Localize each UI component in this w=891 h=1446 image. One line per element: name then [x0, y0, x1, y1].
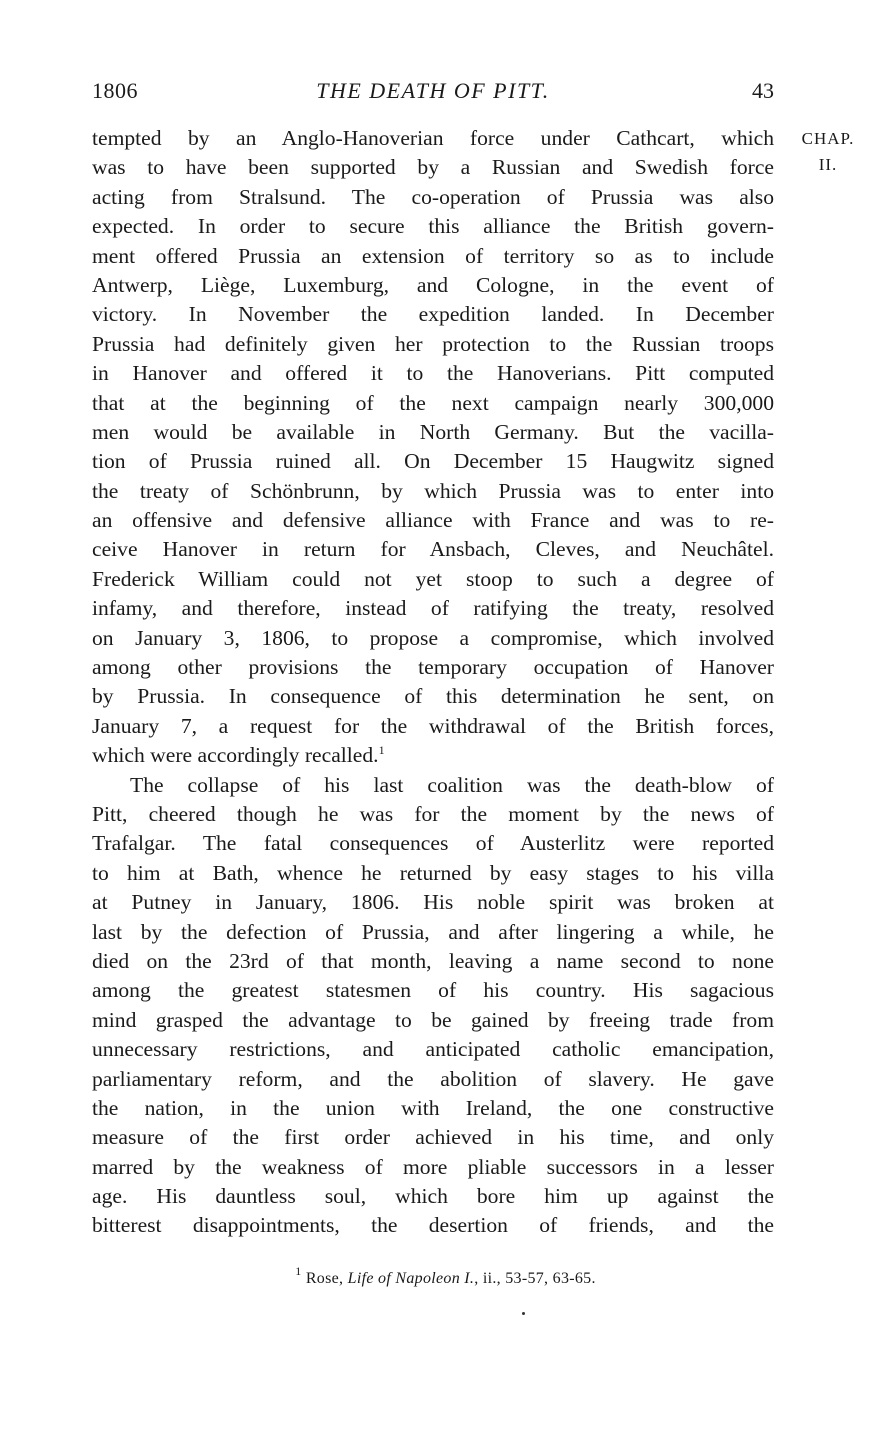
chapter-margin-note	[788, 126, 868, 178]
print-speck	[522, 1312, 525, 1315]
text-line: Pitt, cheered though he was for the moment by the news of	[92, 801, 774, 826]
text-line: mind grasped the advantage to be gained by freeing trade from	[92, 1007, 774, 1032]
text-line: tempted by an Anglo-Hanoverian force under Cathcart, which	[92, 126, 774, 150]
text-line: acting from Stralsund. The co-operation of Prussia was also	[92, 184, 774, 209]
text-line: among other provisions the temporary occupation of Hanover	[92, 655, 774, 680]
body-text	[92, 124, 774, 1241]
text-line: bitterest disappointments, the desertion of friends, and the	[92, 1213, 774, 1238]
text-line: men would be available in North Germany. But the vacilla-	[92, 419, 774, 444]
text-line: January 7, a request for the withdrawal of the British forces,	[92, 713, 774, 738]
text-line: measure of the first order achieved in his time, and only	[92, 1125, 774, 1150]
text-line: was to have been supported by a Russian and Swedish force	[92, 155, 774, 180]
chapter-label: CHAP.	[801, 129, 855, 148]
page-number: 43	[752, 78, 774, 103]
text-line: an offensive and defensive alliance with France and was to re-	[92, 508, 774, 533]
running-head	[92, 78, 774, 108]
text-line: in Hanover and offered it to the Hanoverians. Pitt computed	[92, 361, 774, 386]
text-line: marred by the weakness of more pliable successors in a lesser	[92, 1154, 774, 1179]
text-line: Trafalgar. The fatal consequences of Austerlitz were reported	[92, 831, 774, 856]
footnote-reference[interactable]: 1	[378, 743, 385, 758]
running-head-title: THE DEATH OF PITT.	[316, 78, 550, 103]
footnote-title: Life of Napoleon I.	[347, 1270, 475, 1287]
paragraph-2	[92, 771, 774, 1241]
text-line: the nation, in the union with Ireland, the one constructive	[92, 1095, 774, 1120]
text-line: victory. In November the expedition landed. In December	[92, 302, 774, 327]
text-line: infamy, and therefore, instead of ratifying the treaty, resolved	[92, 596, 774, 621]
text-line: which were accordingly recalled.	[92, 743, 379, 768]
text-line: at Putney in January, 1806. His noble spirit was broken at	[92, 890, 774, 915]
text-line-last	[92, 741, 774, 770]
text-line: to him at Bath, whence he returned by easy stages to his villa	[92, 860, 774, 885]
footnote-marker: 1	[295, 1264, 302, 1278]
footnote-author: Rose,	[305, 1270, 344, 1287]
text-line: last by the defection of Prussia, and after lingering a while, he	[92, 919, 774, 944]
paragraph-1	[92, 124, 774, 771]
text-line: age. His dauntless soul, which bore him up against the	[92, 1184, 774, 1209]
text-line: that at the beginning of the next campaign nearly 300,000	[92, 390, 774, 415]
text-line: tion of Prussia ruined all. On December 15 Haugwitz signed	[92, 449, 774, 474]
text-line: Frederick William could not yet stoop to such a degree of	[92, 566, 774, 591]
text-line: among the greatest statesmen of his country. His sagacious	[92, 978, 774, 1003]
footnote-reference-pages: , ii., 53-57, 63-65.	[474, 1270, 596, 1287]
text-line: the treaty of Schönbrunn, by which Prussia was to enter into	[92, 478, 774, 503]
text-line: died on the 23rd of that month, leaving a name second to none	[92, 948, 774, 973]
chapter-number: II.	[818, 155, 838, 174]
text-line: Prussia had definitely given her protection to the Russian troops	[92, 331, 774, 356]
running-head-year: 1806	[92, 78, 138, 103]
text-line: The collapse of his last coalition was the death-blow of	[130, 772, 774, 797]
text-line: ceive Hanover in return for Ansbach, Cleves, and Neuchâtel.	[92, 537, 774, 562]
text-line: Antwerp, Liège, Luxemburg, and Cologne, in the event of	[92, 272, 774, 297]
text-line: on January 3, 1806, to propose a compromise, which involved	[92, 625, 774, 650]
text-line: by Prussia. In consequence of this determination he sent, on	[92, 684, 774, 709]
text-line: parliamentary reform, and the abolition of slavery. He gave	[92, 1066, 774, 1091]
text-line: expected. In order to secure this alliance the British govern-	[92, 214, 774, 239]
text-line: ment offered Prussia an extension of territory so as to include	[92, 243, 774, 268]
footnote	[0, 1264, 891, 1288]
text-line: unnecessary restrictions, and anticipated catholic emancipation,	[92, 1037, 774, 1062]
